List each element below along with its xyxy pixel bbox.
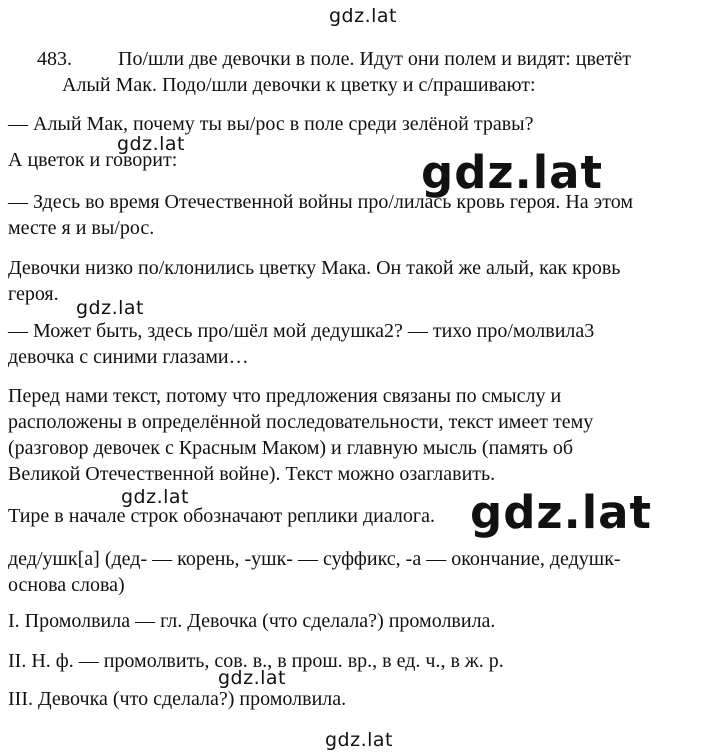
- analysis-line-7: основа слова): [8, 574, 125, 596]
- watermark-mid-1: gdz.lat: [117, 133, 186, 155]
- text-line-1: По/шли две девочки в поле. Идут они полем и видят: цветёт: [118, 48, 632, 70]
- text-line-7: Девочки низко по/клонились цветку Мака. Он такой же алый, как кровь: [8, 257, 621, 279]
- analysis-line-1: Перед нами текст, потому что предложения связаны по смыслу и: [8, 385, 562, 407]
- watermark-mid-3: gdz.lat: [121, 486, 190, 508]
- analysis-line-10: III. Девочка (что сделала?) промолвила.: [8, 688, 347, 710]
- watermark-big-1: gdz.lat: [421, 146, 604, 199]
- text-line-5: — Здесь во время Отечественной войны про/лилась кровь героя. На этом: [8, 191, 633, 213]
- text-line-6: месте я и вы/рос.: [8, 217, 155, 239]
- text-line-9: — Может быть, здесь про/шёл мой дедушка2? — тихо про/молвила3: [8, 320, 595, 342]
- text-line-4: А цветок и говорит:: [8, 149, 178, 171]
- analysis-line-8: I. Промолвила — гл. Девочка (что сделала?) промолвила.: [8, 610, 496, 632]
- analysis-line-9: II. Н. ф. — промолвить, сов. в., в прош. вр., в ед. ч., в ж. р.: [8, 650, 504, 672]
- text-line-3: — Алый Мак, почему ты вы/рос в поле среди зелёной травы?: [8, 113, 534, 135]
- exercise-number: 483.: [37, 48, 72, 70]
- analysis-line-4: Великой Отечественной войне). Текст можно озаглавить.: [8, 463, 496, 485]
- watermark-mid-2: gdz.lat: [76, 297, 145, 319]
- text-line-10: девочка с синими глазами…: [8, 346, 249, 368]
- watermark-top: gdz.lat: [329, 5, 398, 27]
- text-line-2: Алый Мак. Подо/шли девочки к цветку и с/прашивают:: [62, 74, 536, 96]
- watermark-bottom: gdz.lat: [325, 729, 394, 751]
- text-line-8: героя.: [8, 283, 59, 305]
- watermark-mid-4: gdz.lat: [218, 667, 287, 689]
- analysis-line-3: (разговор девочек с Красным Маком) и главную мысль (память об: [8, 437, 574, 459]
- analysis-line-2: расположены в определённой последовательности, текст имеет тему: [8, 411, 594, 433]
- analysis-line-6: дед/ушк[а] (дед- — корень, -ушк- — суффикс, -а — окончание, дедушк-: [8, 548, 621, 570]
- analysis-line-5: Тире в начале строк обозначают реплики диалога.: [8, 505, 435, 527]
- watermark-big-2: gdz.lat: [470, 486, 653, 539]
